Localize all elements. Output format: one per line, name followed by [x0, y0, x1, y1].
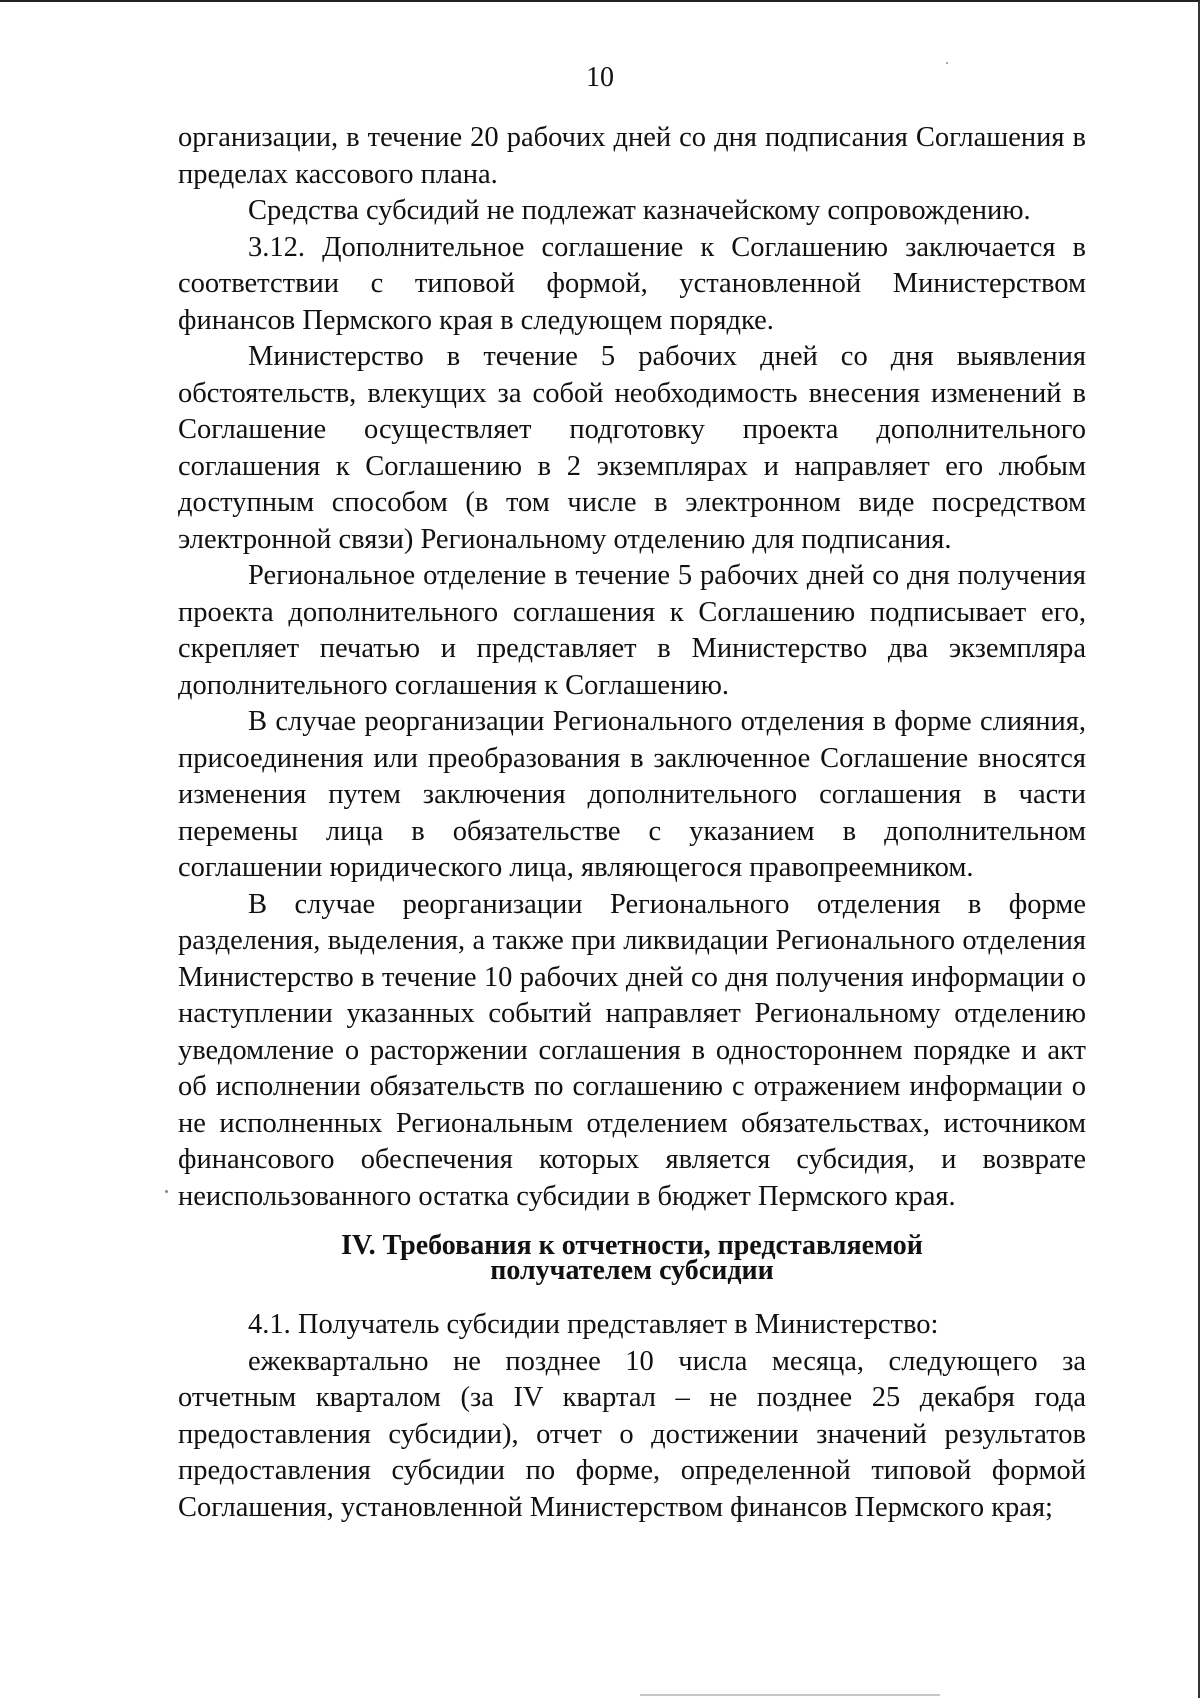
page-number: 10: [586, 62, 614, 93]
paragraph-reorganization-division: В случае реорганизации Регионального отделения в форме разделения, выделения, а также при ликвидации Регионального отделения Министерство в течение 10 рабочих дней со дня получения информации о наступлении указанных событий направляет Региональному отделению уведомление о расторжении соглашения в одностороннем порядке и акт об исполнении обязательств по соглашению с отражением информации о не исполненных Региональным отделением обязательствах, источником финансового обеспечения которых является субсидия, и возврате неиспользованного остатка субсидии в бюджет Пермского края.: [178, 888, 1086, 1212]
section-heading: [178, 1230, 1086, 1286]
section-heading-line-2: получателем субсидии: [490, 1255, 774, 1286]
scan-dot: [165, 1190, 168, 1193]
paragraph-4-1: 4.1. Получатель субсидии представляет в Министерство:: [248, 1309, 939, 1340]
paragraph-3-12: 3.12. Дополнительное соглашение к Соглашению заключается в соответствии с типовой формой, установленной Министерством финансов Пермского края в следующем порядке.: [178, 231, 1086, 336]
section-heading-line-1: IV. Требования к отчетности, представляемой: [341, 1230, 923, 1261]
document-body: [178, 120, 1086, 1526]
paragraph-continuation: организации, в течение 20 рабочих дней со дня подписания Соглашения в пределах кассового плана.: [178, 122, 1086, 190]
scan-edge-line: [640, 1694, 940, 1696]
paragraph-treasury: Средства субсидий не подлежат казначейскому сопровождению.: [248, 195, 1031, 226]
paragraph-reorganization-merger: В случае реорганизации Регионального отделения в форме слияния, присоединения или преобразования в заключенное Соглашение вносятся изменения путем заключения дополнительного соглашения в части перемены лица в обязательстве с указанием в дополнительном соглашении юридического лица, являющегося правопреемником.: [178, 706, 1086, 883]
paragraph-ministry-procedure: Министерство в течение 5 рабочих дней со дня выявления обстоятельств, влекущих за собой необходимость внесения изменений в Соглашение осуществляет подготовку проекта дополнительного соглашения к Соглашению в 2 экземплярах и направляет его любым доступным способом (в том числе в электронном виде посредством электронной связи) Региональному отделению для подписания.: [178, 341, 1086, 555]
paragraph-regional-office-signing: Региональное отделение в течение 5 рабочих дней со дня получения проекта дополнительного соглашения к Соглашению подписывает его, скрепляет печатью и представляет в Министерство два экземпляра дополнительного соглашения к Соглашению.: [178, 560, 1086, 701]
paragraph-quarterly-report: ежеквартально не позднее 10 числа месяца, следующего за отчетным кварталом (за IV квартал – не позднее 25 декабря года предоставления субсидии), отчет о достижении значений результатов предоставления субсидии по форме, определенной типовой формой Соглашения, установленной Министерством финансов Пермского края;: [178, 1345, 1086, 1523]
scan-dot: [946, 62, 948, 64]
